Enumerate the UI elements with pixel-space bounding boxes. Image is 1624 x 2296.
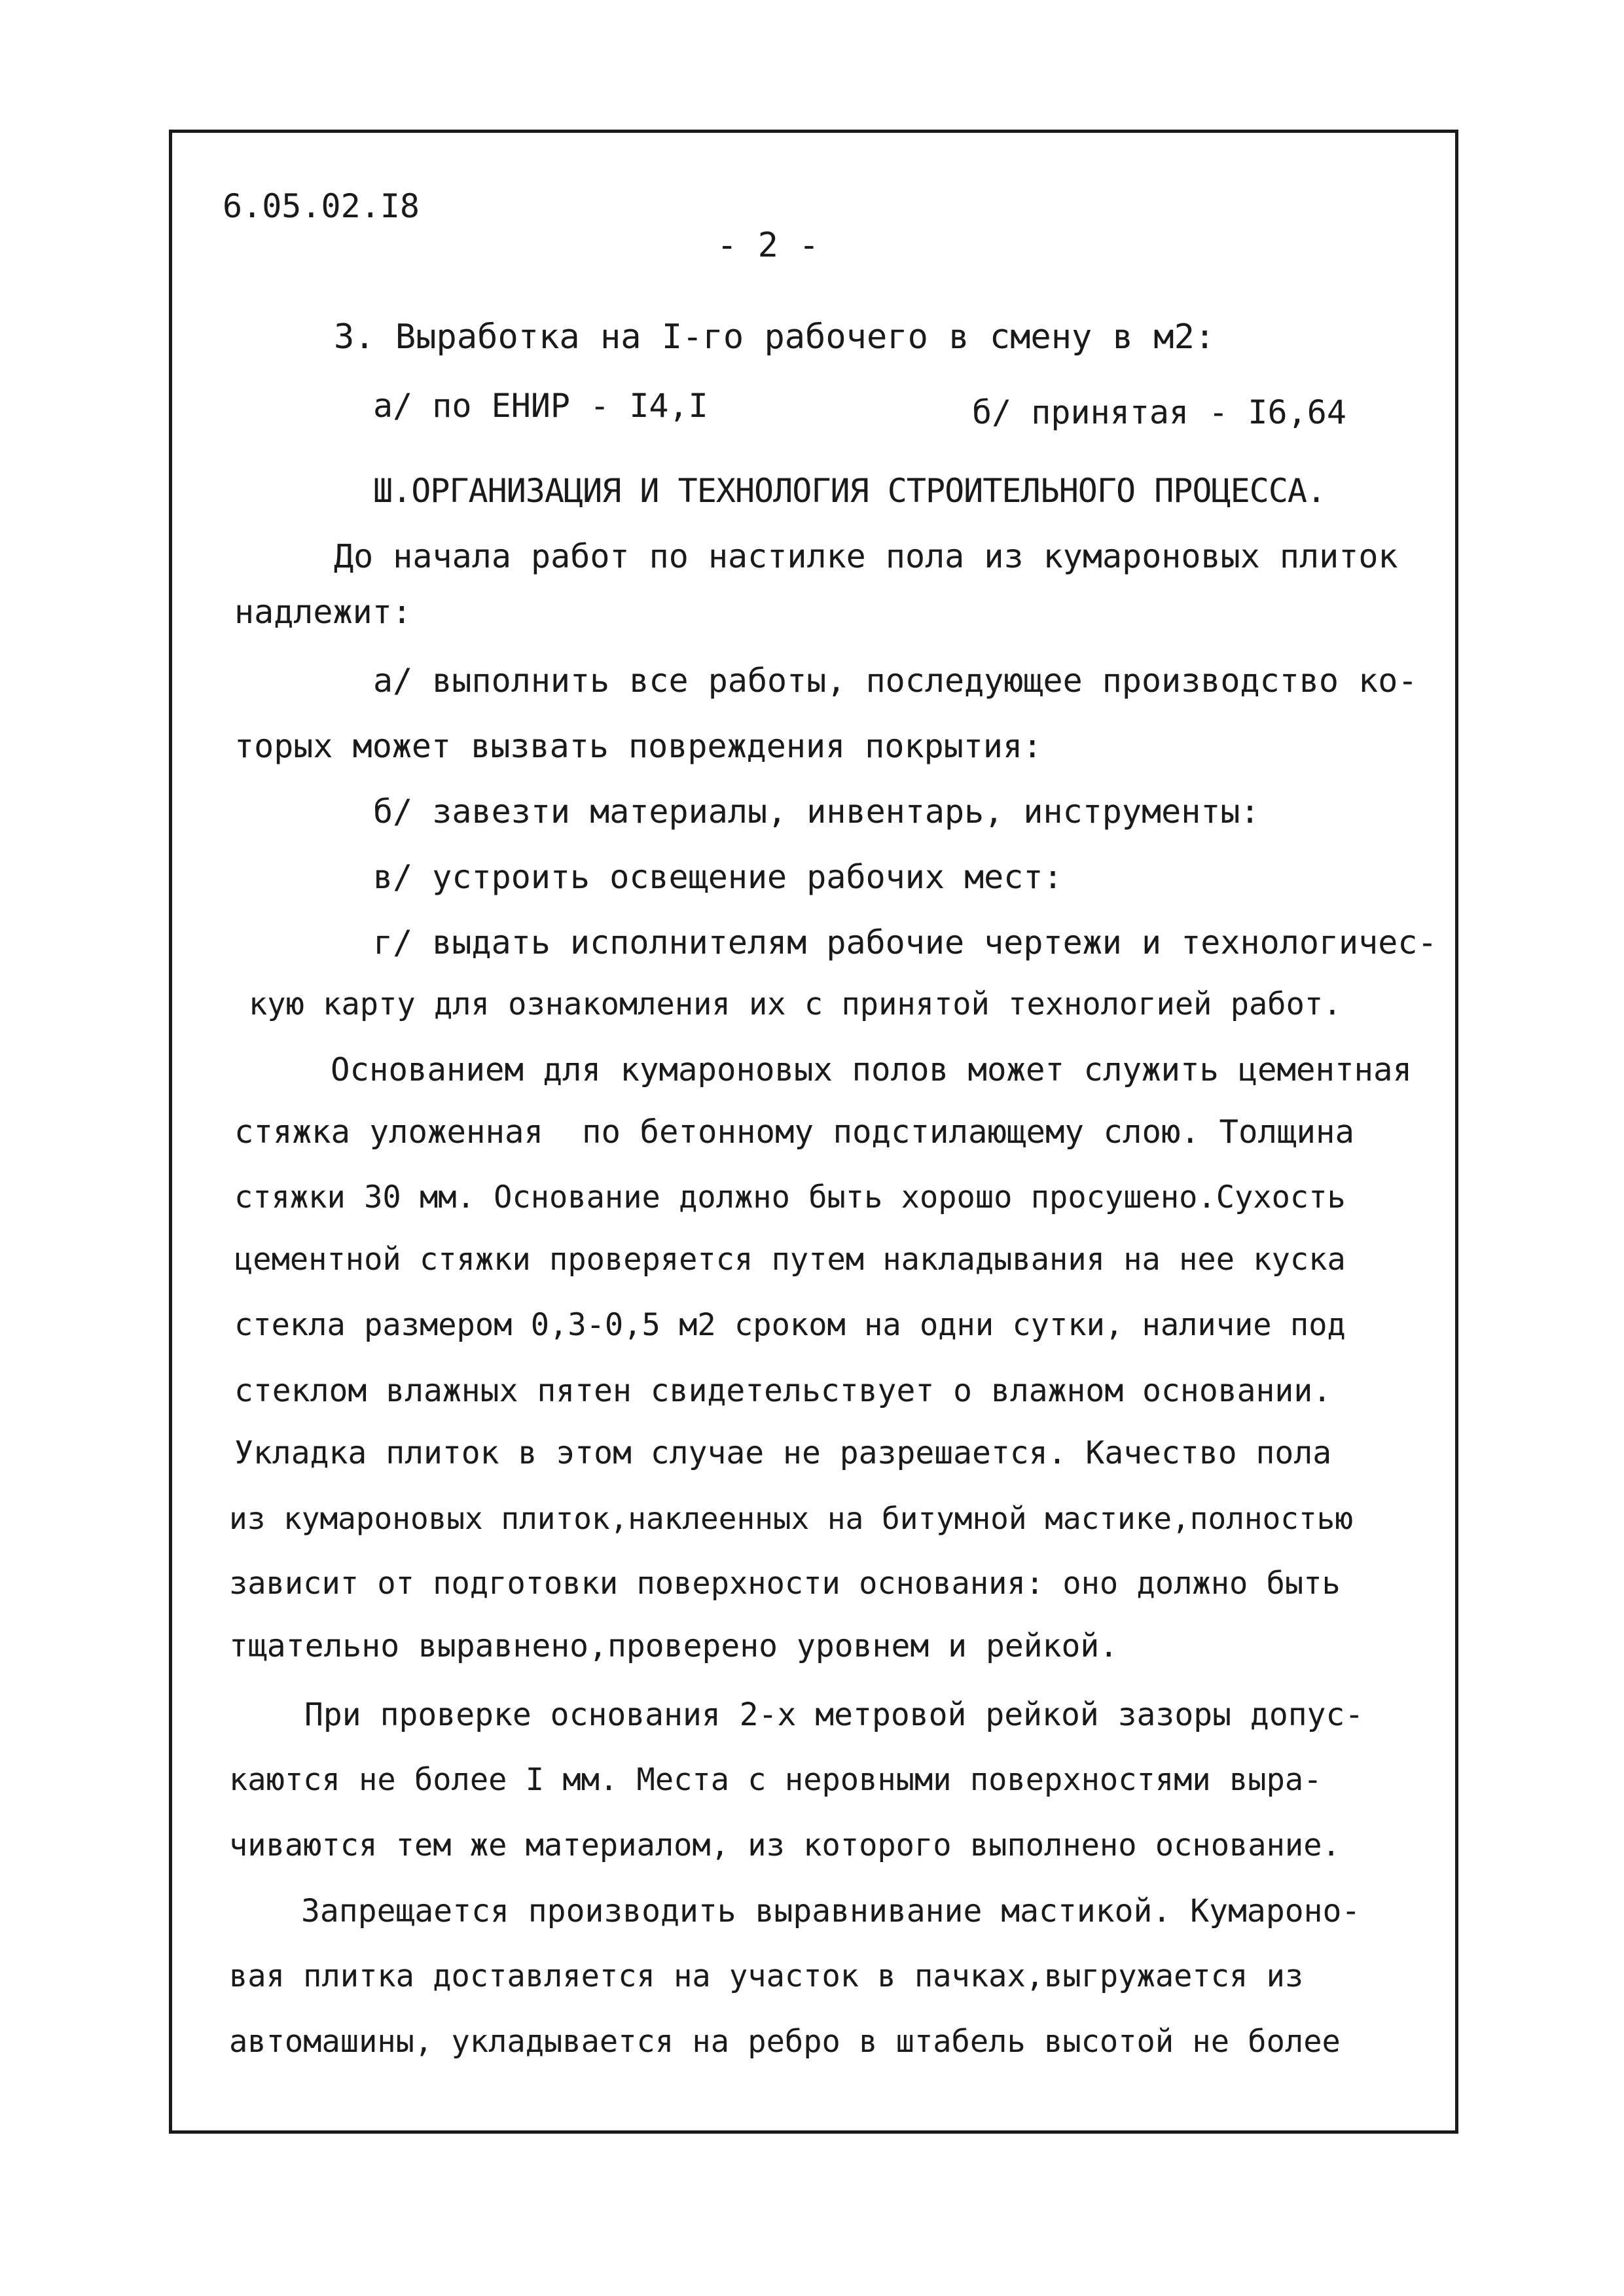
paragraph-line: До начала работ по настилке пола из кумароновых плиток xyxy=(334,537,1398,575)
list-item-g-cont: кую карту для ознакомления их с принятой технологией работ. xyxy=(249,986,1342,1022)
page-number: - 2 - xyxy=(717,226,820,265)
paragraph-line: тщательно выравнено,проверено уровнем и рейкой. xyxy=(229,1628,1119,1664)
paragraph-line: При проверке основания 2-х метровой рейкой зазоры допус- xyxy=(304,1696,1364,1733)
paragraph-line: автомашины, укладывается на ребро в штабель высотой не более xyxy=(229,2024,1341,2060)
paragraph-line: стяжки 30 мм. Основание должно быть хорошо просушено.Сухость xyxy=(234,1179,1346,1215)
paragraph-line: из кумароновых плиток,наклеенных на битумной мастике,полностью xyxy=(229,1501,1354,1536)
paragraph-line: стекла размером 0,3-0,5 м2 сроком на одни сутки, наличие под xyxy=(234,1307,1346,1343)
list-item-a-cont: торых может вызвать повреждения покрытия: xyxy=(234,727,1043,765)
paragraph-line: каются не более I мм. Места с неровными поверхностями выра- xyxy=(229,1762,1322,1798)
paragraph-line: Запрещается производить выравнивание мастикой. Кумароно- xyxy=(301,1893,1361,1929)
section-item-3: 3. Выработка на I-го рабочего в смену в м2: xyxy=(334,317,1216,357)
output-per-enir: а/ по ЕНИР - I4,I xyxy=(373,387,708,425)
document-code: 6.05.02.I8 xyxy=(223,187,420,225)
paragraph-line: вая плитка доставляется на участок в пачках,выгружается из xyxy=(229,1958,1304,1994)
paragraph-line: чиваются тем же материалом, из которого выполнено основание. xyxy=(229,1827,1341,1863)
list-item-g: г/ выдать исполнителям рабочие чертежи и технологичес- xyxy=(373,924,1437,961)
paragraph-line: зависит от подготовки поверхности основания: оно должно быть xyxy=(229,1566,1341,1602)
output-accepted: б/ принятая - I6,64 xyxy=(972,393,1346,431)
paragraph-line: надлежит: xyxy=(234,593,412,631)
paragraph-line: Основанием для кумароновых полов может служить цементная xyxy=(331,1051,1413,1088)
list-item-b: б/ завезти материалы, инвентарь, инструменты: xyxy=(373,793,1260,831)
paragraph-line: Укладка плиток в этом случае не разрешается. Качество пола xyxy=(234,1435,1332,1471)
paragraph-line: стяжка уложенная по бетонному подстилающему слою. Толщина xyxy=(234,1113,1355,1151)
section-heading: Ш.ОРГАНИЗАЦИЯ И ТЕХНОЛОГИЯ СТРОИТЕЛЬНОГО ПРОЦЕССА. xyxy=(373,472,1326,510)
list-item-v: в/ устроить освещение рабочих мест: xyxy=(373,858,1063,896)
paragraph-line: стеклом влажных пятен свидетельствует о влажном основании. xyxy=(234,1372,1332,1409)
list-item-a: а/ выполнить все работы, последующее производство ко- xyxy=(373,662,1418,700)
paragraph-line: цементной стяжки проверяется путем накладывания на нее куска xyxy=(234,1242,1346,1278)
